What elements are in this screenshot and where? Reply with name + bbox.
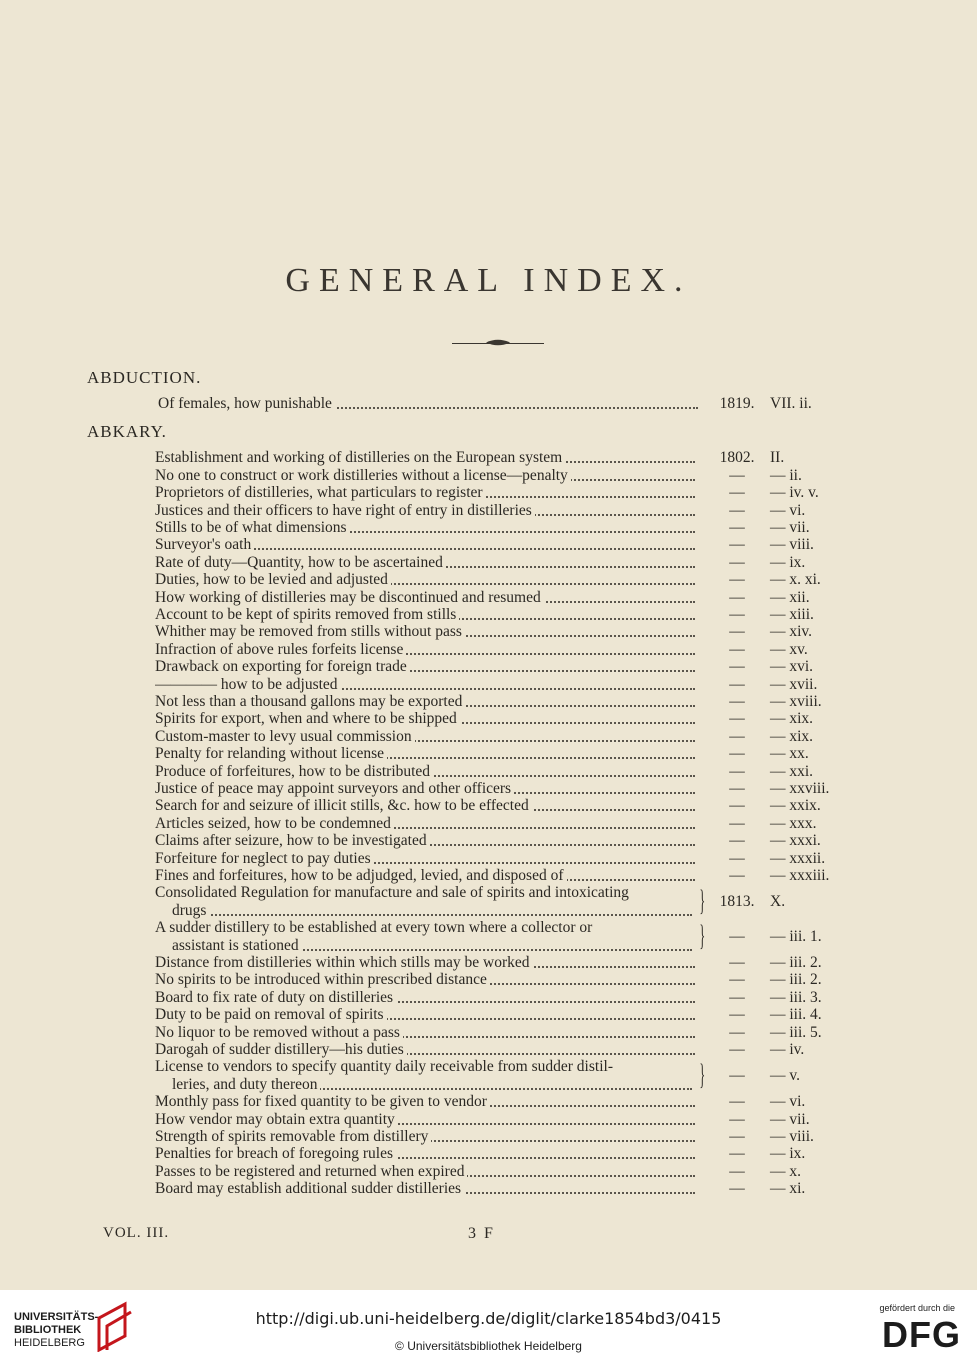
index-entry-text [155,710,695,727]
brace-mark: } [699,919,706,953]
entry-year: — [729,745,745,763]
index-entry-text [155,467,695,484]
index-entry-text [155,954,695,971]
entry-regulation: — xxix. [770,797,821,815]
entry-regulation: — iii. 1. [770,927,822,945]
page-title: GENERAL INDEX. [285,262,692,299]
index-entry-text [155,589,695,606]
index-entry-text [155,1058,695,1075]
index-entry-text [155,502,695,519]
entry-regulation: — xii. [770,588,810,606]
entry-text: No liquor to be removed without a pass [155,1024,403,1041]
entry-regulation: — xxx. [770,814,817,832]
entry-regulation: — xxi. [770,762,814,780]
entry-regulation: — xx. [770,745,809,763]
entry-regulation: — xi. [770,1180,806,1198]
entry-text: No spirits to be introduced within prescribed distance [155,971,490,988]
entry-text: Justices and their officers to have right of entry in distilleries [155,502,535,519]
entry-text: Surveyor's oath [155,536,254,553]
index-entry-text [155,536,695,553]
index-entry-text [155,971,695,988]
entry-text: Claims after seizure, how to be investigated [155,832,430,849]
index-entry-continuation [172,937,692,954]
index-entry-text [155,884,695,901]
entry-regulation: II. [770,449,785,467]
entry-regulation: — xv. [770,640,808,658]
entry-text: Board may establish additional sudder distilleries [155,1180,464,1197]
index-entry-text [155,1041,695,1058]
index-entry-text [155,850,695,867]
index-entry-text [155,693,695,710]
entry-text-line-2: drugs [172,902,209,919]
index-entry-text [155,1180,695,1197]
entry-text: No one to construct or work distilleries without a license—penalty [155,467,571,484]
index-entry-text [155,554,695,571]
index-entry-text [155,815,695,832]
entry-year: — [729,867,745,884]
entry-regulation: — vi. [770,501,806,519]
index-entry-text [155,832,695,849]
index-entry-text [155,1111,695,1128]
entry-text: Stills to be of what dimensions [155,519,350,536]
entry-text-line-1: A sudder distillery to be established at every town where a collector or [155,919,595,936]
index-entry-text [155,571,695,588]
entry-text: Monthly pass for fixed quantity to be given to vendor [155,1093,490,1110]
index-entry-text [155,1128,695,1145]
index-entry-text [155,519,695,536]
entry-year: — [729,501,745,519]
entry-year: — [729,1128,745,1145]
entry-text: Board to fix rate of duty on distilleries [155,989,396,1006]
copyright-text: © Universitätsbibliothek Heidelberg [395,1339,582,1353]
entry-year: — [729,710,745,728]
entry-regulation: — iii. 2. [770,954,822,971]
entry-text: ———— how to be adjusted [155,676,341,693]
entry-year: — [729,693,745,710]
index-entry-text [155,797,695,814]
entry-year: 1819. [719,395,755,412]
entry-regulation: — xvii. [770,675,818,693]
entry-regulation: — xiv. [770,623,813,641]
logo-line-2: BIBLIOTHEK [14,1324,82,1336]
entry-year: — [729,571,745,589]
entry-year: — [729,623,745,641]
entry-regulation: — xxviii. [770,780,830,797]
entry-text: Passes to be registered and returned when expired [155,1163,467,1180]
index-entry-text [155,1024,695,1041]
entry-regulation: — ix. [770,553,806,571]
entry-regulation: X. [770,893,786,911]
index-entry-text [155,641,695,658]
entry-text-line-1: Consolidated Regulation for manufacture and sale of spirits and intoxicating [155,884,632,901]
entry-text: Not less than a thousand gallons may be exported [155,693,465,710]
index-entry-text [155,728,695,745]
index-entry-text [155,623,695,640]
entry-regulation: — iii. 5. [770,1023,822,1041]
entry-regulation: — iii. 4. [770,1006,822,1024]
entry-year: — [729,640,745,658]
entry-year: — [729,1041,745,1058]
entry-regulation: — xviii. [770,693,822,710]
index-entry-continuation [172,902,692,919]
entry-text: Articles seized, how to be condemned [155,815,394,832]
entry-text: Of females, how punishable [158,395,335,412]
entry-year: — [729,1110,745,1128]
entry-year: — [729,954,745,971]
entry-year: — [729,988,745,1006]
entry-regulation: — ii. [770,466,802,484]
entry-year: — [729,1023,745,1041]
entry-regulation: — ix. [770,1145,806,1163]
entry-year: — [729,466,745,484]
index-entry-text [155,745,695,762]
index-entry-text [155,1006,695,1023]
entry-regulation: — xvi. [770,658,814,676]
section-heading: ABDUCTION. [87,368,202,387]
brace-mark: } [699,1058,706,1092]
entry-text: Proprietors of distilleries, what particulars to register [155,484,486,501]
entry-text: Whither may be removed from stills without pass [155,623,465,640]
index-entry-text [155,676,695,693]
entry-year: — [729,1145,745,1163]
entry-regulation: — iii. 3. [770,988,822,1006]
section-heading: ABKARY. [87,422,167,442]
entry-text: Darogah of sudder distillery—his duties [155,1041,407,1058]
entry-regulation: — v. [770,1067,800,1085]
logo-line-1: UNIVERSITÄTS- [14,1311,99,1323]
entry-year: — [729,1180,745,1198]
index-entry-text [155,449,695,466]
entry-regulation: — x. xi. [770,571,821,589]
entry-text: Drawback on exporting for foreign trade [155,658,410,675]
entry-year: — [729,658,745,676]
index-entry-text [155,606,695,623]
entry-regulation: — xxxii. [770,849,826,867]
ornament-icon [486,338,510,347]
entry-text: Infraction of above rules forfeits license [155,641,406,658]
entry-regulation: — viii. [770,1128,814,1145]
entry-regulation: — xix. [770,727,814,745]
entry-text: Duty to be paid on removal of spirits [155,1006,387,1023]
index-entry-text [155,867,695,884]
index-entry-text [155,989,695,1006]
entry-year: — [729,1093,745,1111]
index-entry-text [155,658,695,675]
entry-year: — [729,849,745,867]
index-entry-text [155,763,695,780]
entry-year: — [729,484,745,502]
permalink-url[interactable]: http://digi.ub.uni-heidelberg.de/diglit/clarke1854bd3/0415 [255,1309,722,1328]
entry-year: 1813. [719,893,755,911]
entry-year: — [729,797,745,815]
entry-text-line-2: leries, and duty thereon [172,1076,320,1093]
index-entry-text [155,1093,695,1110]
entry-text: How vendor may obtain extra quantity [155,1111,398,1128]
signature-mark: 3 F [468,1225,495,1242]
funder-caption: gefördert durch die [879,1303,955,1313]
entry-year: — [729,780,745,797]
entry-year: — [729,1006,745,1024]
entry-regulation: — xix. [770,710,814,728]
entry-text: Rate of duty—Quantity, how to be ascertained [155,554,446,571]
entry-text: Produce of forfeitures, how to be distributed [155,763,433,780]
entry-text: Spirits for export, when and where to be shipped [155,710,460,727]
entry-year: — [729,675,745,693]
entry-regulation: — iii. 2. [770,971,822,989]
entry-text: Penalties for breach of foregoing rules [155,1145,396,1162]
index-entry-text [158,395,698,412]
entry-regulation: — vii. [770,1110,810,1128]
entry-regulation: — x. [770,1162,801,1180]
entry-text: Distance from distilleries within which stills may be worked [155,954,533,971]
entry-year: — [729,971,745,989]
entry-regulation: — xiii. [770,606,814,623]
entry-regulation: — viii. [770,536,814,554]
entry-year: — [729,553,745,571]
entry-text: Establishment and working of distilleries on the European system [155,449,565,466]
entry-regulation: — iv. v. [770,484,819,502]
entry-year: — [729,588,745,606]
entry-text: Forfeiture for neglect to pay duties [155,850,374,867]
entry-year: 1802. [719,449,755,467]
entry-year: — [729,832,745,850]
dfg-logo[interactable]: DFG [882,1314,961,1355]
brace-mark: } [699,884,706,918]
entry-year: — [729,727,745,745]
index-entry-text [155,1163,695,1180]
entry-year: — [729,1162,745,1180]
index-entry-continuation [172,1076,692,1093]
entry-regulation: — vi. [770,1093,806,1111]
entry-regulation: — xxxi. [770,832,821,850]
entry-year: — [729,927,745,945]
logo-line-3: HEIDELBERG [14,1337,85,1349]
entry-text: Custom-master to levy usual commission [155,728,415,745]
entry-text: How working of distilleries may be discontinued and resumed [155,589,544,606]
entry-text: Penalty for relanding without license [155,745,387,762]
entry-text-line-1: License to vendors to specify quantity daily receivable from sudder distil- [155,1058,616,1075]
entry-regulation: — iv. [770,1041,805,1058]
leader-dots [172,914,692,916]
entry-year: — [729,762,745,780]
index-entry-text [155,780,695,797]
index-entry-text [155,919,695,936]
entry-regulation: VII. ii. [770,395,812,412]
entry-year: — [729,814,745,832]
index-entry-text [155,1145,695,1162]
entry-text: Justice of peace may appoint surveyors and other officers [155,780,514,797]
volume-label: VOL. III. [103,1225,170,1241]
entry-text: Strength of spirits removable from distillery [155,1128,431,1145]
entry-year: — [729,536,745,554]
entry-regulation: — vii. [770,519,810,536]
entry-year: — [729,519,745,536]
entry-regulation: — xxxiii. [770,867,830,884]
entry-year: — [729,1067,745,1085]
entry-text: Account to be kept of spirits removed from stills [155,606,459,623]
entry-text-line-2: assistant is stationed [172,937,302,954]
entry-text: Duties, how to be levied and adjusted [155,571,391,588]
entry-year: — [729,606,745,623]
entry-text: Fines and forfeitures, how to be adjudged, levied, and disposed of [155,867,567,884]
index-entry-text [155,484,695,501]
entry-text: Search for and seizure of illicit stills, &c. how to be effected [155,797,532,814]
